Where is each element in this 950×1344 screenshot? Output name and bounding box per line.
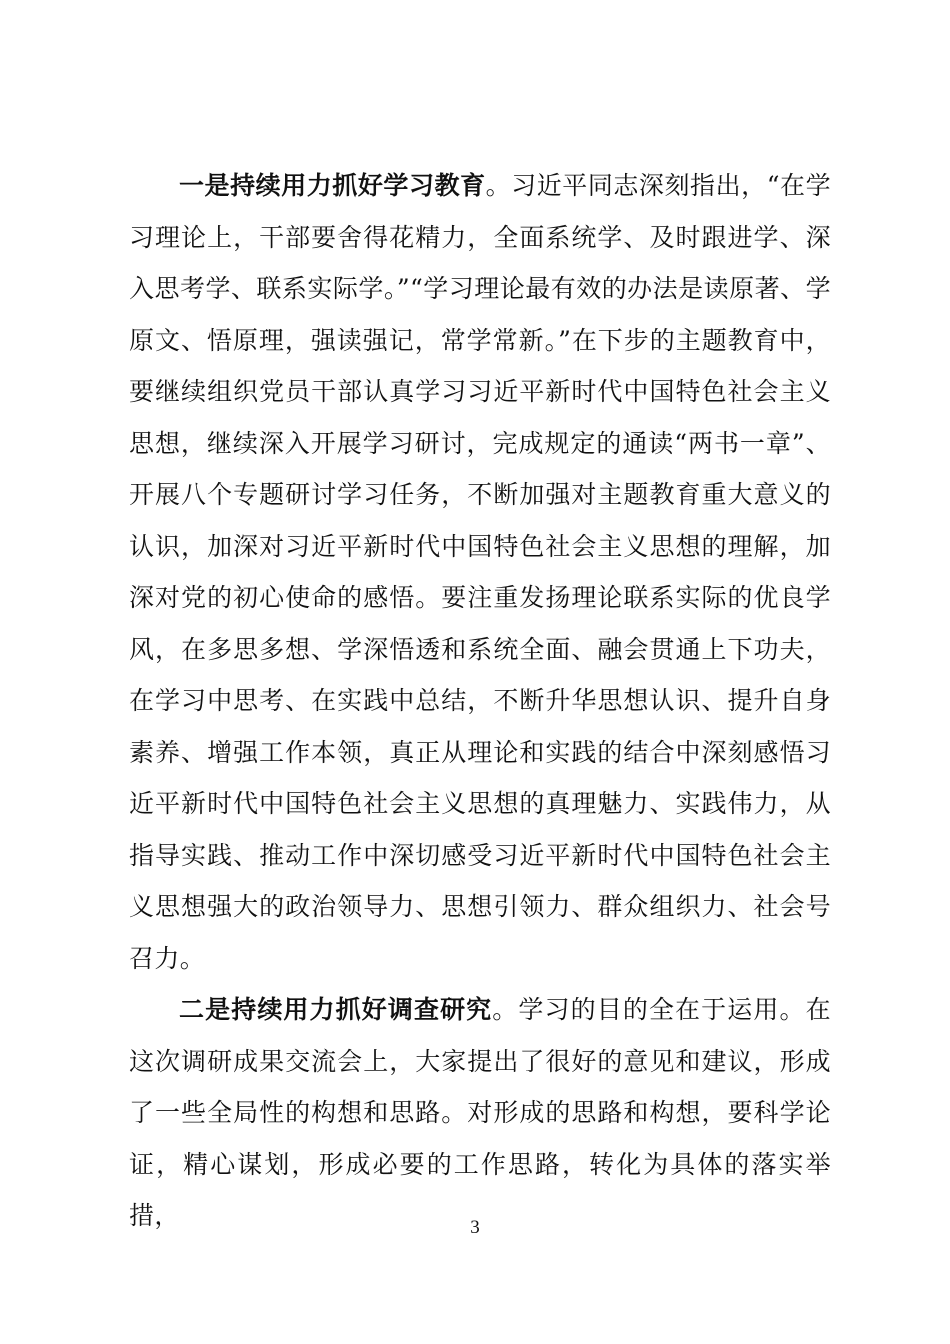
- paragraph-text: 。学习的目的全在于运用。在这次调研成果交流会上，大家提出了很好的意见和建议，形成了一些全局性的构想和思路。对形成的思路和构想，要科学论证，精心谋划，形成必要的工作思路，转化为具体的落实举措，: [129, 995, 831, 1230]
- paragraph-text: 。习近平同志深刻指出，“在学习理论上，干部要舍得花精力，全面系统学、及时跟进学、深入思考学、联系实际学。”“学习理论最有效的办法是读原著、学原文、悟原理，强读强记，常学常新。”在下步的主题教育中，要继续组织党员干部认真学习习近平新时代中国特色社会主义思想，继续深入开展学习研讨，完成规定的通读“两书一章”、开展八个专题研讨学习任务，不断加强对主题教育重大意义的认识，加深对习近平新时代中国特色社会主义思想的理解，加深对党的初心使命的感悟。要注重发扬理论联系实际的优良学风，在多思多想、学深悟透和系统全面、融会贯通上下功夫，在学习中思考、在实践中总结，不断升华思想认识、提升自身素养、增强工作本领，真正从理论和实践的结合中深刻感悟习近平新时代中国特色社会主义思想的真理魅力、实践伟力，从指导实践、推动工作中深切感受习近平新时代中国特色社会主义思想强大的政治领导力、思想引领力、群众组织力、社会号召力。: [129, 171, 831, 973]
- document-body: [129, 160, 831, 1242]
- paragraph-lead-heading: 二是持续用力抓好调查研究: [179, 995, 493, 1024]
- page-number: 3: [470, 1217, 480, 1238]
- paragraph-investigation-research: [129, 984, 831, 1242]
- paragraph-lead-heading: 一是持续用力抓好学习教育: [179, 171, 486, 200]
- paragraph-study-education: [129, 160, 831, 984]
